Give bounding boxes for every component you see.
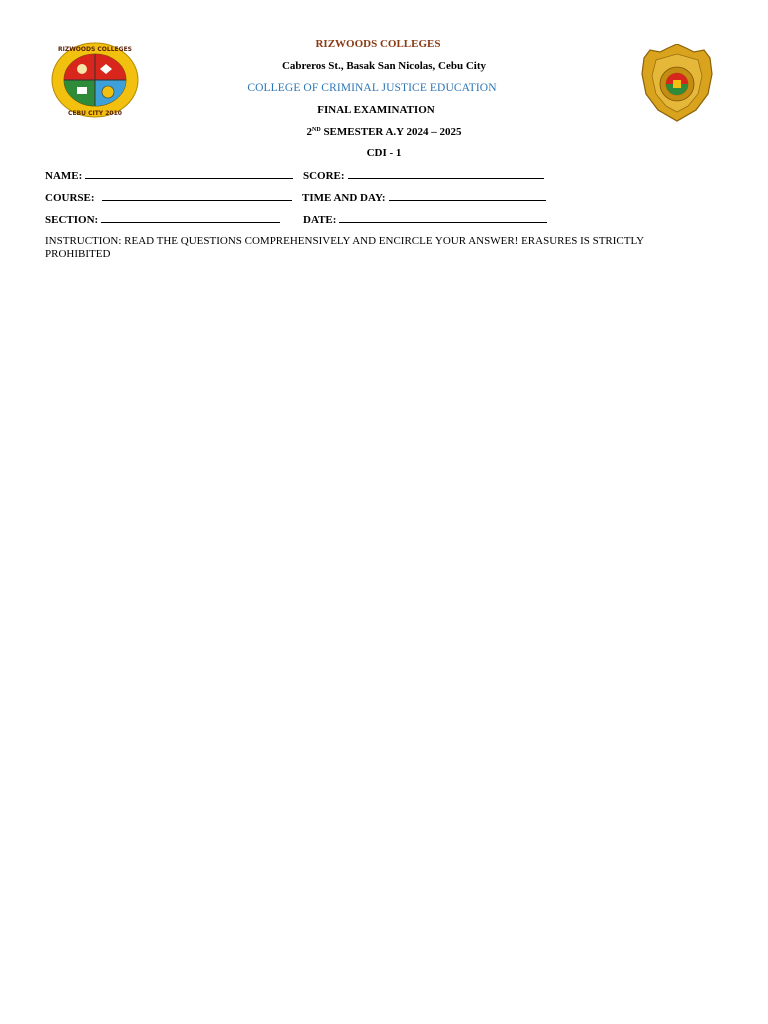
svg-text:CEBU CITY 2010: CEBU CITY 2010 (68, 110, 122, 117)
semester-ordinal: 2 (306, 126, 313, 138)
semester-rest: SEMESTER A.Y 2024 – 2025 (320, 126, 462, 138)
svg-text:RIZWOODS COLLEGES: RIZWOODS COLLEGES (57, 46, 133, 53)
name-blank[interactable] (85, 169, 293, 179)
instruction-text: INSTRUCTION: READ THE QUESTIONS COMPREHENSIVELY AND ENCIRCLE YOUR ANSWER! ERASURES IS STRICTLY PROHIBITED (45, 235, 644, 260)
time-day-field[interactable] (302, 191, 546, 204)
college-name: COLLEGE OF CRIMINAL JUSTICE EDUCATION (247, 82, 497, 94)
score-field[interactable] (303, 169, 544, 182)
section-blank[interactable] (101, 213, 280, 223)
name-field[interactable] (45, 169, 293, 182)
section-field[interactable] (45, 213, 280, 226)
time-day-blank[interactable] (389, 191, 546, 201)
score-label: SCORE: (303, 170, 345, 182)
school-name: RIZWOODS COLLEGES (315, 38, 441, 50)
date-blank[interactable] (339, 213, 547, 223)
semester-line (0, 126, 768, 138)
name-label: NAME: (45, 170, 83, 182)
semester-suffix: ND (312, 127, 321, 133)
score-blank[interactable] (348, 169, 544, 179)
time-day-label: TIME AND DAY: (302, 192, 386, 204)
course-field[interactable] (45, 191, 292, 204)
date-field[interactable] (303, 213, 547, 226)
date-label: DATE: (303, 214, 337, 226)
exam-title: FINAL EXAMINATION (317, 104, 435, 116)
section-label: SECTION: (45, 214, 99, 226)
course-blank[interactable] (102, 191, 292, 201)
school-address: Cabreros St., Basak San Nicolas, Cebu City (281, 60, 487, 72)
course-label: COURSE: (45, 192, 95, 204)
subject-code: CDI - 1 (366, 147, 402, 159)
